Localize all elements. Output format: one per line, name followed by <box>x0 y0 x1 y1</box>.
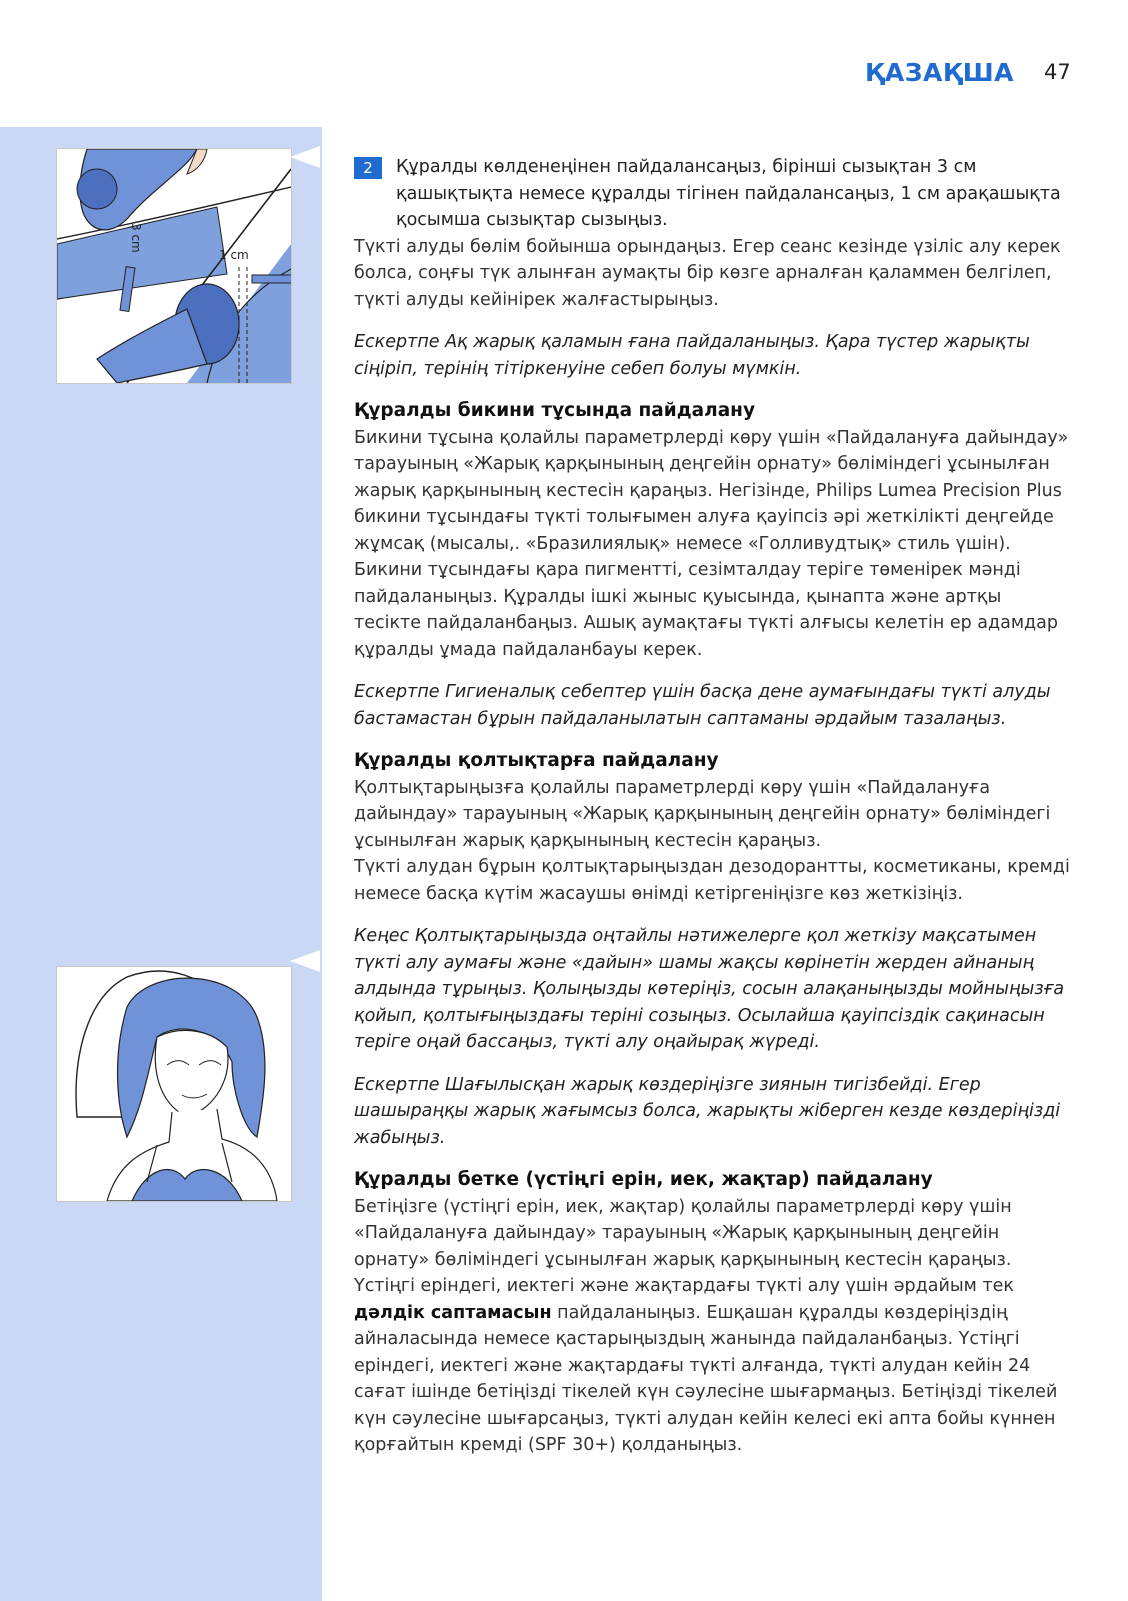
note-bikini-hygiene: Ескертпе Гигиеналық себептер үшін басқа дене аумағындағы түкті алуды бастамастан бұрын пайдаланылатын саптаманы әрдайым тазалаңыз. <box>354 682 1051 729</box>
armpit-pose-drawing <box>57 967 291 1201</box>
illustration1-pointer <box>290 146 320 168</box>
step-2 <box>354 154 1070 234</box>
illustration-marking-lines <box>56 148 292 384</box>
illustration2-pointer <box>290 950 320 972</box>
label-3cm: 3 cm <box>129 223 143 253</box>
face-text-after: пайдаланыңыз. Ешқашан құралды көздеріңіздің айналасында немесе қастарыңыздың жанында пайдаланбаңыз. Үстіңгі еріндегі, иектегі және жақтардағы түкті алғанда, түкті алудан кейін 24 сағат ішінде бетіңізді тікелей күн сәулесіне шығармаңыз. Бетіңізді тікелей күн сәулесіне шығарсаңыз, түкті алудан кейін келесі екі апта бойы күннен қорғайтын кремді (SPF 30+) қолданыңыз. <box>354 1302 1058 1455</box>
heading-face: Құралды бетке (үстіңгі ерін, иек, жақтар) пайдалану <box>354 1169 933 1190</box>
main-content <box>354 154 1070 1459</box>
heading-bikini: Құралды бикини тұсында пайдалану <box>354 400 756 421</box>
label-1cm: 1 cm <box>219 248 249 262</box>
page-number: 47 <box>1044 60 1071 84</box>
tip-armpits-mirror: Кеңес Қолтықтарыңызда оңтайлы нәтижелерге қол жеткізу мақсатымен түкті алу аумағы және «дайын» шамы жақсы көрінетін жерден айнаның алдында тұрыңыз. Қолыңызды көтеріңіз, сосын алақаныңызды мойныңызға қойып, қолтығыңыздағы теріні созыңыз. Осылайша қауіпсіздік сақинасын теріге оңай бассаңыз, түкті алу оңайырақ жүреді. <box>354 926 1065 1052</box>
note-reflected-light: Ескертпе Шағылысқан жарық көздеріңізге зиянын тигізбейді. Егер шашыраңқы жарық жағымсыз болса, жарықты жіберген кезде көздеріңізді жабыңыз. <box>354 1074 1061 1148</box>
face-text-before: Үстіңгі еріндегі, иектегі және жақтардағы түкті алу үшін әрдайым тек <box>354 1276 1014 1296</box>
paragraph-face-precision <box>354 1273 1070 1459</box>
paragraph-face-settings: Бетіңізге (үстіңгі ерін, иек, жақтар) қолайлы параметрлерді көру үшін «Пайдалануға дайындау» тарауының «Жарық қарқынының деңгейін орнату» бөліміндегі ұсынылған жарық қарқынының кестесін қараңыз. <box>354 1196 1012 1270</box>
precision-attachment-term: дәлдік саптамасын <box>354 1302 552 1323</box>
language-heading: ҚАЗАҚША <box>865 58 1014 87</box>
step-number-badge: 2 <box>354 157 382 179</box>
paragraph-armpits-deodorant: Түкті алудан бұрын қолтықтарыңыздан дезодорантты, косметиканы, кремді немесе басқа күтім жасаушы өнімді кетіргеніңізге көз жеткізіңіз. <box>354 857 1070 904</box>
note-white-pencil: Ескертпе Ақ жарық қаламын ғана пайдаланыңыз. Қара түстер жарықты сіңіріп, терінің тітіркенуіне себеп болуы мүмкін. <box>354 332 1030 379</box>
illustration-armpit-pose <box>56 966 292 1202</box>
heading-armpits: Құралды қолтықтарға пайдалану <box>354 750 719 771</box>
paragraph-bikini: Бикини тұсына қолайлы параметрлерді көру үшін «Пайдалануға дайындау» тарауының «Жарық қарқынының деңгейін орнату» бөліміндегі ұсынылған жарық қарқынының кестесін қараңыз. Негізінде, Philips Lumea Precision Plus бикини тұсындағы түкті толығымен алуға қауіпсіз әрі жеткілікті деңгейде жұмсақ (мысалы,. «Бразилиялық» немесе «Голливудтық» стиль үшін). Бикини тұсындағы қара пигментті, сезімталдау теріге төменірек мәнді пайдаланыңыз. Құралды ішкі жыныс қуысында, қынапта және артқы тесікте пайдаланбаңыз. Ашық аумақтағы түкті алғысы келетін ер адамдар құралды ұмада пайдаланбауы керек. <box>354 427 1069 660</box>
paragraph-armpits-settings: Қолтықтарыңызға қолайлы параметрлерді көру үшін «Пайдалануға дайындау» тарауының «Жарық қарқынының деңгейін орнату» бөліміндегі ұсынылған жарық қарқынының кестесін қараңыз. <box>354 777 1051 851</box>
step-2-text: Құралды көлденеңінен пайдалансаңыз, бірінші сызықтан 3 см қашықтықта немесе құралды тігінен пайдалансаңыз, 1 см арақашықта қосымша сызықтар сызыңыз. <box>396 157 1061 230</box>
marking-lines-drawing <box>57 149 291 383</box>
paragraph-section-treatment: Түкті алуды бөлім бойынша орындаңыз. Егер сеанс кезінде үзіліс алу керек болса, соңғы түк алынған аумақты бір көзге арналған қаламмен белгілеп, түкті алуды кейінірек жалғастырыңыз. <box>354 236 1061 310</box>
